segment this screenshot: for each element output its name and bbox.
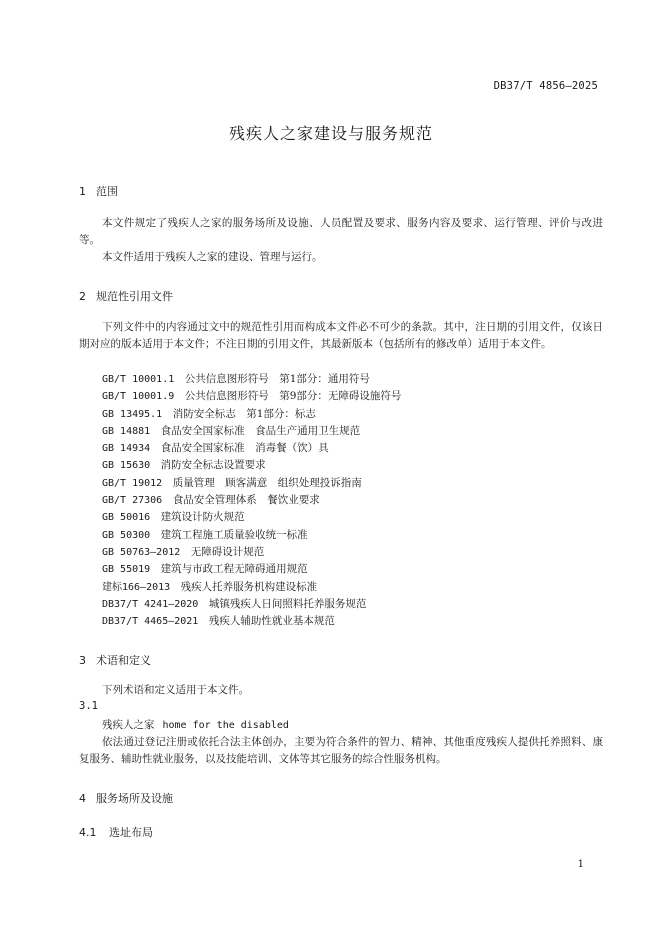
reference-title: 建筑工程施工质量验收统一标准 [160,528,308,541]
section-title: 术语和定义 [96,654,151,667]
reference-code: GB 14934 [102,443,151,455]
reference-item [102,457,401,474]
document-title: 残疾人之家建设与服务规范 [228,124,433,143]
section-number: 4 [79,792,86,805]
reference-title: 公共信息图形符号 第9部分：无障碍设施符号 [184,390,402,403]
reference-code: GB/T 10001.9 [102,391,175,403]
reference-item [102,492,401,509]
reference-code: GB 50763—2012 [102,546,181,558]
reference-title: 建筑设计防火规范 [160,511,245,524]
section-1-heading [79,183,118,199]
reference-code: GB 50016 [102,512,151,524]
term-number: 3.1 [79,700,98,712]
section-2-intro: 下列文件中的内容通过文中的规范性引用而构成本文件必不可少的条款。其中，注日期的引用文件，仅该日期对应的版本适用于本文件；不注日期的引用文件，其最新版本（包括所有的修改单）适用于本文件。 [79,321,603,350]
term-name [102,717,289,732]
reference-code: GB/T 10001.1 [102,374,175,385]
section-2-heading [79,288,173,304]
reference-item [102,423,401,440]
section-number: 1 [79,185,86,198]
reference-code: 建标166—2013 [102,581,171,593]
reference-title: 食品安全国家标准 食品生产通用卫生规范 [160,424,361,437]
reference-code: DB37/T 4465—2021 [102,616,199,628]
reference-item [102,596,401,613]
reference-title: 城镇残疾人日间照料托养服务规范 [208,597,367,610]
reference-code: GB 13495.1 [102,408,163,420]
reference-title: 建筑与市政工程无障碍通用规范 [160,563,308,576]
reference-item [102,440,401,457]
reference-title: 无障碍设计规范 [190,545,265,558]
term-name-en: home for the disabled [162,720,289,731]
reference-item [102,579,401,596]
reference-item [102,475,401,492]
section-1-paragraph-1: 本文件规定了残疾人之家的服务场所及设施、人员配置及要求、服务内容及要求、运行管理、评价与改进等。 [79,217,603,246]
section-title: 范围 [96,185,118,198]
section-number: 3 [79,654,86,667]
reference-title: 质量管理 顾客满意 组织处理投诉指南 [172,476,362,489]
reference-item [102,509,401,526]
term-definition: 依法通过登记注册或依托合法主体创办，主要为符合条件的智力、精神、其他重度残疾人提供托养照料、康复服务、辅助性就业服务，以及技能培训、文体等其它服务的综合性服务机构。 [79,736,603,765]
reference-code: GB 14881 [102,425,151,437]
reference-title: 消防安全标志 第1部分：标志 [172,407,316,420]
section-number: 2 [79,290,86,303]
reference-code: GB 55019 [102,564,151,576]
reference-title: 公共信息图形符号 第1部分：通用符号 [184,373,370,385]
subsection-title: 选址布局 [109,826,153,839]
reference-item [102,561,401,578]
reference-code: DB37/T 4241—2020 [102,598,199,610]
reference-list [102,371,401,630]
reference-code: GB 50300 [102,529,151,541]
reference-item [102,388,401,405]
reference-code: GB/T 27306 [102,495,163,507]
section-1-paragraph-2: 本文件适用于残疾人之家的建设、管理与运行。 [102,251,323,263]
reference-item [102,527,401,544]
section-title: 服务场所及设施 [96,792,173,805]
reference-item [102,406,401,423]
reference-title: 残疾人托养服务机构建设标准 [180,580,318,593]
term-name-zh: 残疾人之家 [102,719,155,731]
reference-title: 残疾人辅助性就业基本规范 [208,615,335,628]
section-title: 规范性引用文件 [96,290,173,303]
reference-title: 食品安全管理体系 餐饮业要求 [172,494,320,507]
section-3-heading [79,652,151,668]
reference-title: 消防安全标志设置要求 [160,459,266,472]
reference-item [102,544,401,561]
standard-number: DB37/T 4856—2025 [493,80,598,92]
reference-code: GB 15630 [102,460,151,472]
subsection-4-1-heading [79,824,153,840]
section-3-intro: 下列术语和定义适用于本文件。 [102,684,249,696]
reference-title: 食品安全国家标准 消毒餐（饮）具 [160,442,329,455]
page-number: 1 [577,859,584,870]
reference-item [102,371,401,388]
reference-item [102,613,401,630]
reference-code: GB/T 19012 [102,477,163,489]
subsection-number: 4.1 [79,826,97,839]
section-4-heading [79,790,173,806]
